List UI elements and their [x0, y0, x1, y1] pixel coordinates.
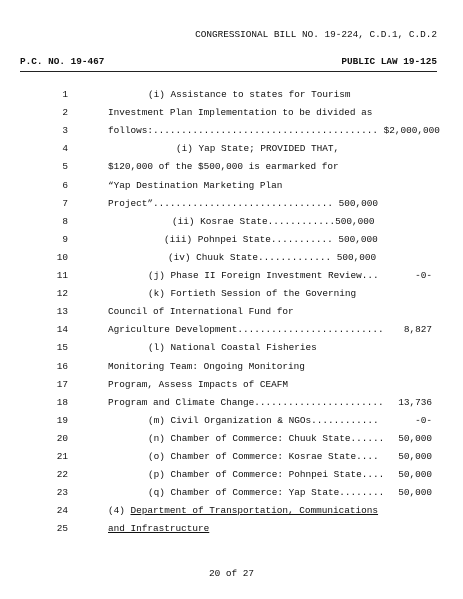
line-number: 24 [56, 505, 68, 517]
public-law-number: PUBLIC LAW 19-125 [341, 56, 437, 67]
line-amount: 13,736 [398, 396, 432, 408]
line-number: 7 [62, 197, 68, 209]
document-line [0, 433, 463, 447]
line-text: (i) Assistance to states for Tourism [148, 89, 351, 100]
document-line [0, 107, 463, 121]
document-line [0, 379, 463, 393]
document-line [0, 143, 463, 157]
line-text: (o) Chamber of Commerce: Kosrae State.... [148, 451, 379, 462]
line-amount: 8,827 [403, 324, 432, 336]
line-text: Project”................................ 500,000 [108, 197, 379, 209]
line-number: 15 [56, 342, 68, 354]
line-number: 12 [56, 288, 68, 300]
line-text: (k) Fortieth Session of the Governing [148, 288, 357, 300]
line-amount: -0- [415, 414, 432, 426]
line-text: (m) Civil Organization & NGOs............ [148, 414, 379, 426]
line-amount: 50,000 [398, 469, 432, 481]
document-line [0, 324, 463, 338]
line-text: “Yap Destination Marketing Plan [108, 179, 283, 191]
document-line [0, 89, 463, 103]
line-number: 6 [62, 179, 68, 191]
line-number: 8 [62, 215, 68, 227]
line-number: 17 [56, 378, 68, 390]
line-number: 2 [62, 107, 68, 119]
document-line [0, 451, 463, 465]
line-text: Program and Climate Change....................... [108, 396, 384, 408]
document-line [0, 216, 463, 230]
line-number: 3 [62, 125, 68, 137]
line-text: (ii) Kosrae State............500,000 [172, 215, 375, 227]
document-line [0, 180, 463, 194]
document-line [0, 487, 463, 501]
document-line [0, 469, 463, 483]
document-line [0, 234, 463, 248]
line-amount: 50,000 [398, 451, 432, 462]
line-text: (l) National Coastal Fisheries [148, 342, 317, 354]
line-amount: 50,000 [398, 432, 432, 444]
line-text: (i) Yap State; PROVIDED THAT, [176, 143, 340, 155]
document-line [0, 270, 463, 284]
underlined-text: Department of Transportation, Communications [130, 505, 379, 517]
line-text [108, 523, 209, 534]
line-text: $120,000 of the $500,000 is earmarked for [108, 161, 339, 173]
line-text: (p) Chamber of Commerce: Pohnpei State.... [148, 469, 385, 481]
line-number: 19 [56, 414, 68, 426]
line-text: (q) Chamber of Commerce: Yap State........ [148, 487, 385, 499]
line-number: 22 [56, 469, 68, 481]
line-number: 14 [56, 324, 68, 336]
line-number: 10 [56, 251, 68, 263]
line-text: Agriculture Development.......................... [108, 324, 384, 336]
document-line [0, 415, 463, 429]
line-text: Council of International Fund for [108, 306, 294, 318]
document-line [0, 198, 463, 212]
line-text: (iv) Chuuk State............. 500,000 [168, 251, 377, 263]
document-line [0, 397, 463, 411]
line-number: 4 [62, 143, 68, 155]
line-text: (4) Department of Transportation, Communications [108, 505, 379, 517]
document-line [0, 361, 463, 375]
document-line [0, 125, 463, 139]
line-text: Monitoring Team: Ongoing Monitoring [108, 360, 305, 372]
line-number: 23 [56, 487, 68, 499]
document-line [0, 252, 463, 266]
document-line [0, 306, 463, 320]
line-number: 20 [56, 432, 68, 444]
line-number: 1 [62, 89, 68, 100]
line-text: Program, Assess Impacts of CEAFM [108, 378, 289, 390]
line-number: 25 [56, 523, 68, 535]
line-text: (iii) Pohnpei State........... 500,000 [164, 233, 378, 245]
document-line [0, 288, 463, 302]
line-number: 16 [56, 360, 68, 372]
line-amount: 50,000 [398, 487, 432, 499]
line-number: 9 [62, 233, 68, 245]
line-number: 5 [62, 161, 68, 173]
line-text: (j) Phase II Foreign Investment Review... [148, 270, 379, 281]
document-line [0, 523, 463, 537]
line-text: (n) Chamber of Commerce: Chuuk State...... [148, 432, 385, 444]
line-amount: -0- [415, 270, 432, 281]
line-number: 18 [56, 396, 68, 408]
line-number: 13 [56, 306, 68, 318]
line-text: follows:........................................ $2,000,000 [108, 125, 440, 137]
header-row [20, 56, 437, 67]
document-line [0, 505, 463, 519]
pc-number: P.C. NO. 19-467 [20, 56, 105, 67]
document-line [0, 161, 463, 175]
line-text: Investment Plan Implementation to be divided as [108, 107, 373, 119]
underlined-text: and Infrastructure [108, 523, 210, 535]
bill-header: CONGRESSIONAL BILL NO. 19-224, C.D.1, C.D.2 [195, 29, 437, 40]
line-number: 21 [56, 451, 68, 462]
line-number: 11 [56, 270, 68, 281]
document-line [0, 342, 463, 356]
header-rule [20, 71, 437, 72]
page-number: 20 of 27 [208, 568, 254, 579]
